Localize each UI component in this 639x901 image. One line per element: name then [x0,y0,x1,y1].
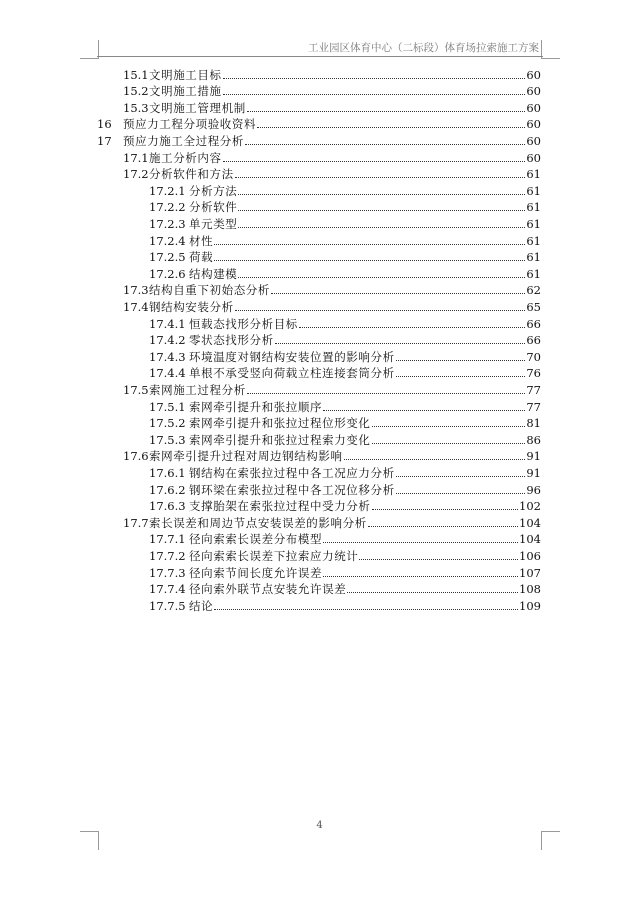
toc-leader-dots [275,342,526,344]
toc-entry-number: 17.7.2 [149,548,186,563]
toc-entry-title: 预应力工程分项验收资料 [123,117,257,132]
toc-entry[interactable] [0,65,541,82]
toc-entry-number: 17.4 [123,299,149,314]
crop-mark-bottom-right [541,831,560,850]
toc-entry[interactable] [0,148,541,165]
toc-entry[interactable] [0,430,541,447]
toc-entry-title: 荷载 [189,250,214,265]
toc-entry[interactable] [0,82,541,99]
toc-leader-dots [323,575,518,577]
toc-entry-number: 17.2.4 [149,233,186,248]
toc-entry-page: 60 [526,100,541,115]
toc-entry-page: 61 [526,233,541,248]
toc-entry-page: 61 [526,266,541,281]
toc-leader-dots [223,77,526,79]
toc-entry-number: 17.7.4 [149,582,186,597]
toc-entry-page: 62 [526,283,541,298]
toc-leader-dots [372,442,526,444]
toc-leader-dots [344,458,526,460]
toc-entry[interactable] [0,546,541,563]
toc-entry-title: 索长误差和周边节点安装误差的影响分析 [149,515,367,530]
toc-entry[interactable] [0,297,541,314]
toc-entry[interactable] [0,214,541,231]
toc-leader-dots [235,309,526,311]
toc-entry-page: 60 [526,117,541,132]
toc-entry-title: 预应力施工全过程分析 [123,133,244,148]
toc-entry-number: 15.1 [123,67,149,82]
toc-leader-dots [238,209,525,211]
toc-entry-title: 文明施工管理机制 [149,100,246,115]
toc-leader-dots [238,276,525,278]
toc-entry[interactable] [0,364,541,381]
toc-entry-page: 60 [526,133,541,148]
toc-entry[interactable] [0,264,541,281]
toc-entry-number: 17.6.2 [149,482,186,497]
toc-entry[interactable] [0,231,541,248]
toc-entry-title: 单根不承受竖向荷载立柱连接套筒分析 [189,366,395,381]
toc-entry[interactable] [0,580,541,597]
toc-entry[interactable] [0,331,541,348]
toc-entry[interactable] [0,165,541,182]
toc-entry-title: 索网牵引提升过程对周边钢结构影响 [149,449,343,464]
toc-entry-title: 文明施工目标 [149,67,222,82]
toc-leader-dots [214,608,518,610]
toc-entry-number: 17.5.3 [149,432,186,447]
toc-entry-title: 施工分析内容 [149,150,222,165]
toc-leader-dots [372,508,519,510]
toc-entry-page: 91 [526,465,541,480]
toc-entry-title: 索网施工过程分析 [149,382,246,397]
toc-entry-title: 结构建模 [189,266,238,281]
toc-entry-title: 零状态找形分析 [189,333,274,348]
header-rule [97,56,543,57]
toc-entry[interactable] [0,115,541,132]
toc-leader-dots [347,591,518,593]
toc-entry-title: 钢结构在索张拉过程中各工况应力分析 [189,465,395,480]
toc-entry-number: 17.6 [123,449,149,464]
toc-entry-title: 钢结构安装分析 [149,299,234,314]
toc-entry-page: 60 [526,67,541,82]
toc-entry-page: 109 [519,598,541,613]
toc-entry-page: 91 [526,449,541,464]
toc-entry-page: 106 [519,548,541,563]
toc-entry-page: 66 [526,316,541,331]
toc-entry-title: 恒载态找形分析目标 [189,316,298,331]
toc-entry-page: 77 [526,399,541,414]
toc-entry-number: 17.6.3 [149,499,186,514]
toc-leader-dots [247,110,526,112]
toc-entry-title: 支撑胎架在索张拉过程中受力分析 [189,499,371,514]
toc-entry-number: 17 [97,133,112,148]
toc-entry-page: 61 [526,167,541,182]
toc-entry-page: 96 [526,482,541,497]
toc-entry[interactable] [0,480,541,497]
toc-entry-title: 径向索外联节点安装允许误差 [189,582,347,597]
toc-leader-dots [247,392,526,394]
toc-entry-title: 环境温度对钢结构安装位置的影响分析 [189,349,395,364]
toc-entry-page: 61 [526,216,541,231]
toc-entry-page: 60 [526,84,541,99]
toc-entry[interactable] [0,397,541,414]
toc-entry-number: 17.2.1 [149,183,186,198]
toc-entry-number: 17.2.5 [149,250,186,265]
toc-leader-dots [368,525,518,527]
toc-entry[interactable] [0,414,541,431]
toc-entry-title: 文明施工措施 [149,84,222,99]
toc-entry-number: 17.7 [123,515,149,530]
toc-leader-dots [396,359,526,361]
toc-leader-dots [396,492,526,494]
toc-entry-page: 61 [526,200,541,215]
toc-entry[interactable] [0,248,541,265]
toc-entry-number: 17.4.2 [149,333,186,348]
toc-entry-number: 16 [97,117,112,132]
running-header: 工业园区体育中心（二标段）体育场拉索施工方案 [308,42,539,54]
toc-entry-page: 107 [519,565,541,580]
toc-entry-title: 钢环梁在索张拉过程中各工况位移分析 [189,482,395,497]
toc-entry-title: 分析方法 [189,183,238,198]
toc-leader-dots [323,409,525,411]
page-number: 4 [316,820,323,831]
toc-entry-page: 102 [519,499,541,514]
toc-entry-page: 61 [526,183,541,198]
toc-leader-dots [238,193,525,195]
toc-entry-page: 61 [526,250,541,265]
toc-entry-number: 17.4.4 [149,366,186,381]
toc-entry-title: 索网牵引提升和张拉过程位形变化 [189,416,371,431]
toc-entry-page: 76 [526,366,541,381]
toc-leader-dots [238,226,525,228]
toc-entry-page: 65 [526,299,541,314]
toc-entry-number: 15.2 [123,84,149,99]
toc-entry-title: 索网牵引提升和张拉顺序 [189,399,323,414]
toc-entry[interactable] [0,463,541,480]
toc-leader-dots [372,425,526,427]
toc-leader-dots [359,558,518,560]
toc-entry[interactable] [0,563,541,580]
toc-entry-title: 分析软件和方法 [149,167,234,182]
toc-leader-dots [245,143,525,145]
toc-entry[interactable] [0,513,541,530]
toc-leader-dots [214,259,525,261]
toc-entry-title: 索网牵引提升和张拉过程索力变化 [189,432,371,447]
toc-entry[interactable] [0,98,541,115]
toc-leader-dots [323,541,518,543]
toc-leader-dots [223,160,526,162]
toc-entry[interactable] [0,198,541,215]
toc-entry-number: 17.2.3 [149,216,186,231]
toc-entry-title: 结论 [189,598,214,613]
toc-leader-dots [299,326,525,328]
toc-entry[interactable] [0,281,541,298]
toc-entry-number: 17.1 [123,150,149,165]
toc-entry-page: 104 [519,515,541,530]
toc-entry-page: 104 [519,532,541,547]
toc-leader-dots [223,93,526,95]
toc-entry-number: 17.6.1 [149,465,186,480]
toc-entry-page: 81 [526,416,541,431]
toc-leader-dots [271,292,525,294]
toc-entry[interactable] [0,530,541,547]
toc-entry-number: 17.2.2 [149,200,186,215]
toc-leader-dots [396,375,526,377]
toc-entry[interactable] [0,347,541,364]
toc-entry-number: 17.7.5 [149,598,186,613]
toc-leader-dots [235,176,526,178]
toc-entry-number: 17.5.2 [149,416,186,431]
toc-entry-title: 分析软件 [189,200,238,215]
toc-entry[interactable] [0,314,541,331]
toc-entry-number: 17.4.1 [149,316,186,331]
toc-entry[interactable] [0,131,541,148]
toc-entry[interactable] [0,181,541,198]
toc-entry-title: 结构自重下初始态分析 [149,283,270,298]
toc-entry-number: 17.4.3 [149,349,186,364]
toc-entry-number: 17.3 [123,283,149,298]
toc-entry-number: 17.5.1 [149,399,186,414]
toc-entry-title: 径向索索长误差下拉索应力统计 [189,548,359,563]
toc-entry-page: 108 [519,582,541,597]
toc-entry-page: 66 [526,333,541,348]
toc-entry-page: 60 [526,150,541,165]
toc-entry-number: 17.2 [123,167,149,182]
toc-entry-number: 17.2.6 [149,266,186,281]
toc-entry-page: 70 [526,349,541,364]
crop-mark-top-right [541,40,560,59]
toc-entry-page: 77 [526,382,541,397]
toc-entry-page: 86 [526,432,541,447]
toc-leader-dots [396,475,526,477]
toc-leader-dots [257,126,525,128]
toc-entry[interactable] [0,447,541,464]
toc-entry-title: 单元类型 [189,216,238,231]
toc-entry-number: 15.3 [123,100,149,115]
toc-entry-title: 径向索索长误差分布模型 [189,532,323,547]
toc-entry-title: 材性 [189,233,214,248]
toc-entry[interactable] [0,497,541,514]
toc-entry-title: 径向索节间长度允许误差 [189,565,323,580]
toc-entry[interactable] [0,380,541,397]
toc-entry[interactable] [0,596,541,613]
crop-mark-bottom-left [80,831,99,850]
toc-leader-dots [214,243,525,245]
toc-entry-number: 17.7.1 [149,532,186,547]
toc-entry-number: 17.7.3 [149,565,186,580]
toc-entry-number: 17.5 [123,382,149,397]
